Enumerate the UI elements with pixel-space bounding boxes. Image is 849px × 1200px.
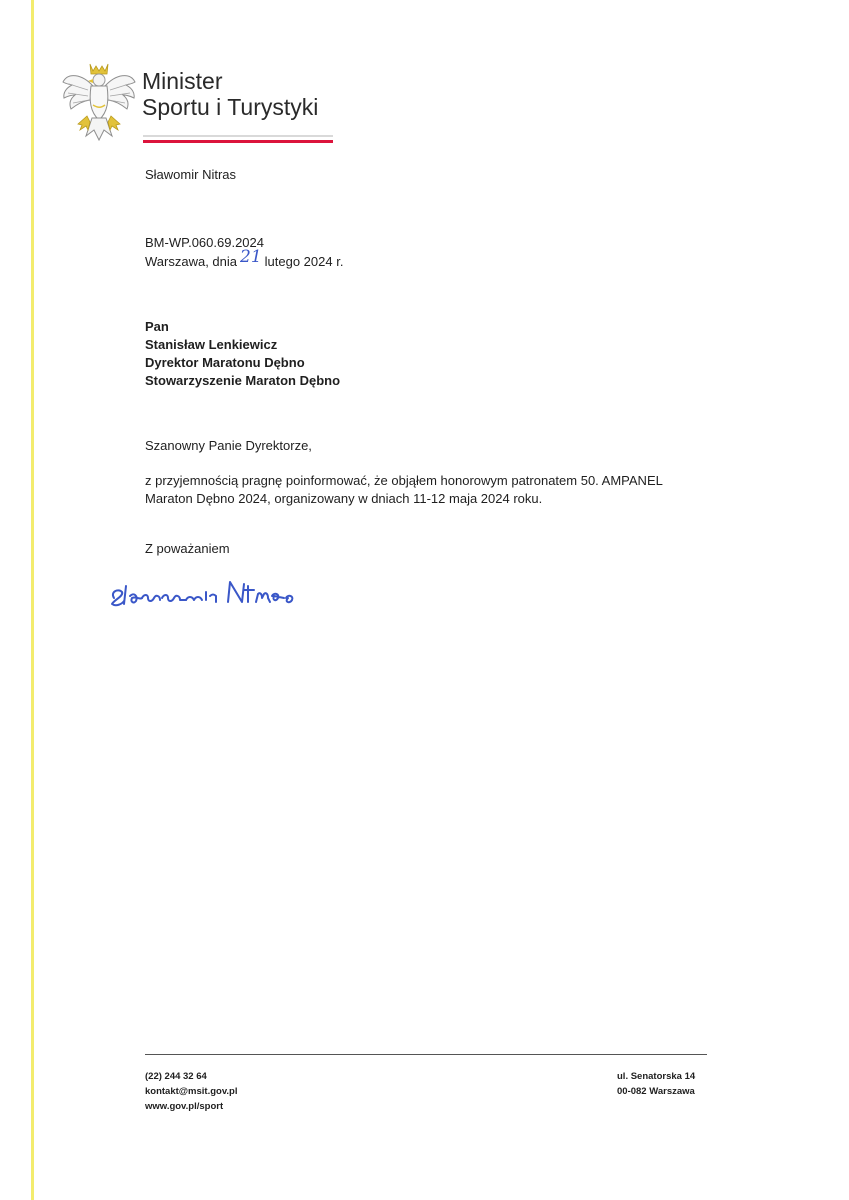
- scan-edge-stripe: [31, 0, 34, 1200]
- ministry-name-line1: Minister: [142, 68, 223, 94]
- footer-contact: [145, 1069, 238, 1114]
- flag-rule-red: [143, 140, 333, 143]
- footer-street: ul. Senatorska 14: [617, 1071, 696, 1082]
- author-name: Sławomir Nitras: [145, 167, 237, 182]
- letter-body: [145, 472, 725, 508]
- footer-website[interactable]: www.gov.pl/sport: [145, 1101, 224, 1112]
- salutation: Szanowny Panie Dyrektorze,: [145, 438, 312, 453]
- recipient-title: Pan: [145, 319, 169, 334]
- closing: Z poważaniem: [145, 541, 230, 556]
- footer-address: [617, 1069, 695, 1099]
- recipient-organization: Stowarzyszenie Maraton Dębno: [145, 373, 341, 388]
- reference-number: BM-WP.060.69.2024: [145, 235, 264, 250]
- white-eagle-emblem-icon: [60, 60, 138, 144]
- date-suffix: lutego 2024 r.: [264, 254, 344, 269]
- date-prefix: Warszawa, dnia: [145, 254, 237, 269]
- date-line: [145, 247, 344, 271]
- handwritten-day: 21: [240, 247, 262, 267]
- flag-rule-white: [143, 135, 333, 137]
- ministry-name-line2: Sportu i Turystyki: [142, 94, 319, 120]
- recipient-block: [145, 318, 340, 390]
- footer-phone: (22) 244 32 64: [145, 1071, 207, 1082]
- ministry-name: [142, 68, 318, 120]
- recipient-name: Stanisław Lenkiewicz: [145, 337, 278, 352]
- recipient-position: Dyrektor Maratonu Dębno: [145, 355, 305, 370]
- footer-divider: [145, 1054, 707, 1055]
- handwritten-signature: [108, 574, 308, 614]
- footer-city: 00-082 Warszawa: [617, 1086, 695, 1097]
- footer-email[interactable]: kontakt@msit.gov.pl: [145, 1086, 238, 1097]
- letter-body-line1: z przyjemnością pragnę poinformować, że objąłem honorowym patronatem 50. AMPANEL: [145, 473, 663, 488]
- letter-body-line2: Maraton Dębno 2024, organizowany w dniach 11-12 maja 2024 roku.: [145, 491, 543, 506]
